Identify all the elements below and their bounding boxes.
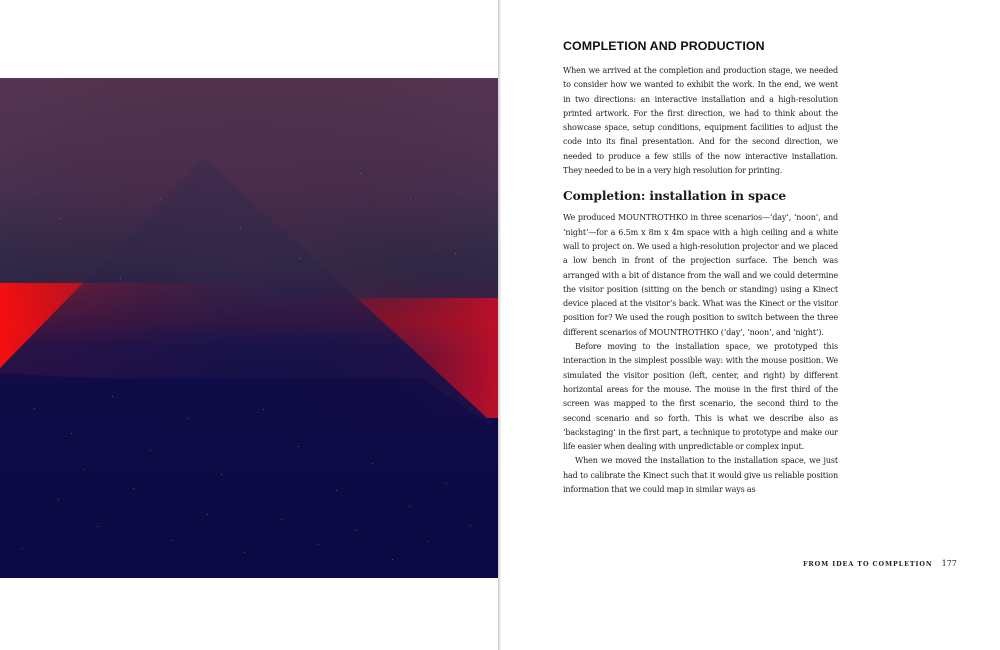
- water-plane: [0, 373, 498, 578]
- artwork-canvas: [0, 78, 498, 578]
- body-paragraph-1: We produced MOUNTROTHKO in three scenarios—‘day’, ‘noon’, and ‘night’—for a 6.5m x 8m x 4m space with a high ceiling and a white wall to project on. We used a high-resolution projector and we placed a low bench in front of the projection surface. The bench was arranged with a bit of distance from the wall and we could determine the visitor position (sitting on the bench or standing) using a Kinect device placed at the visitor’s back. What was the Kinect or the visitor position for? We used the rough position to switch between the three different scenarios of MOUNTROTHKO (‘day’, ‘noon’, and ‘night’).: [563, 213, 838, 337]
- intro-paragraph: When we arrived at the completion and production stage, we needed to consider how we wanted to exhibit the work. In the end, we went in two directions: an interactive installation and a high-resolution printed artwork. For the first direction, we had to think about the showcase space, setup conditions, equipment facilities to adjust the code into its final presentation. And for the second direction, we needed to produce a few stills of the now interactive installation. They needed to be in a very high resolution for printing.: [563, 66, 838, 176]
- section-title: COMPLETION AND PRODUCTION: [563, 39, 765, 53]
- page-content: [563, 39, 838, 497]
- page-footer: [803, 551, 957, 570]
- subheading: Completion: installation in space: [563, 189, 787, 204]
- left-page: [0, 0, 498, 650]
- right-page: [501, 0, 1000, 650]
- running-head: FROM IDEA TO COMPLETION: [803, 560, 933, 568]
- body-paragraph-2: Before moving to the installation space, we prototyped this interaction in the simplest possible way: with the mouse position. We simulated the visitor position (left, center, and right) by different horizontal areas for the mouse. The mouse in the first third of the screen was mapped to the first scenario, the second third to the second scenario and so forth. This is what we describe also as ‘backstaging’ in the first part, a technique to prototype and make our life easier when dealing with unpredictable or complex input.: [563, 342, 838, 452]
- page-number: 177: [941, 559, 957, 568]
- body-paragraph-3: When we moved the installation to the installation space, we just had to calibrate the Kinect such that it would give us reliable position information that we could map in similar ways as: [563, 456, 838, 495]
- mountrothko-artwork: [0, 78, 498, 578]
